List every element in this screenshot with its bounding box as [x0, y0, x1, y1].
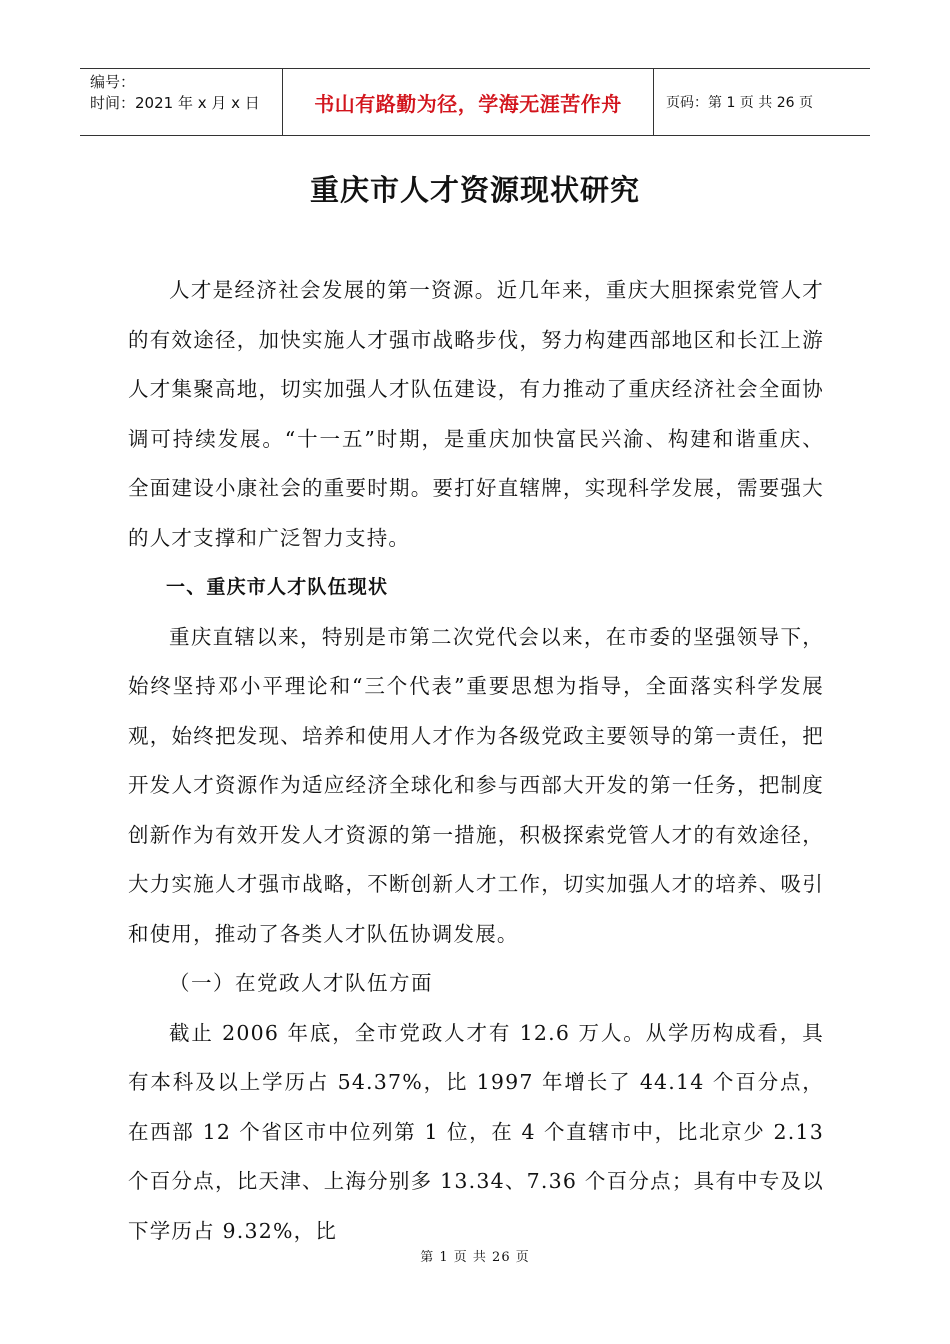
intro-paragraph: 人才是经济社会发展的第一资源。近几年来，重庆大胆探索党管人才的有效途径，加快实施人才强市战略步伐，努力构建西部地区和长江上游人才集聚高地，切实加强人才队伍建设，有力推动了重庆经济社会全面协调可持续发展。“十一五”时期，是重庆加快富民兴渝、构建和谐重庆、全面建设小康社会的重要时期。要打好直辖牌，实现科学发展，需要强大的人才支撑和广泛智力支持。: [128, 278, 824, 550]
document-number-label: 编号：: [90, 73, 136, 91]
subsection-paragraph: 截止 2006 年底，全市党政人才有 12.6 万人。从学历构成看，具有本科及以上学历占 54.37%，比 1997 年增长了 44.14 个百分点，在西部 12 个省区市中位列第 1 位，在 4 个直辖市中，比北京少 2.13 个百分点，比天津、上海分别多 13.34、7.36 个百分点；具有中专及以下学历占 9.32%，比: [128, 1020, 824, 1243]
page-footer: 第 1 页 共 26 页: [420, 1250, 530, 1265]
document-date: 时间：2021 年 x 月 x 日: [90, 94, 260, 112]
header-page-info: 页码：第 1 页 共 26 页: [666, 95, 813, 111]
subsection-heading: （一）在党政人才队伍方面: [169, 971, 433, 995]
section-heading: 一、重庆市人才队伍现状: [166, 576, 389, 598]
section-paragraph: 重庆直辖以来，特别是市第二次党代会以来，在市委的坚强领导下，始终坚持邓小平理论和“三个代表”重要思想为指导，全面落实科学发展观，始终把发现、培养和使用人才作为各级党政主要领导的第一责任，把开发人才资源作为适应经济全球化和参与西部大开发的第一任务，把制度创新作为有效开发人才资源的第一措施，积极探索党管人才的有效途径，大力实施人才强市战略，不断创新人才工作，切实加强人才的培养、吸引和使用，推动了各类人才队伍协调发展。: [128, 624, 824, 946]
document-title: 重庆市人才资源现状研究: [309, 173, 640, 207]
document-body: [128, 266, 824, 1256]
page-header: [80, 68, 870, 136]
header-motto: 书山有路勤为径，学海无涯苦作舟: [282, 69, 654, 135]
header-meta: [80, 69, 282, 135]
